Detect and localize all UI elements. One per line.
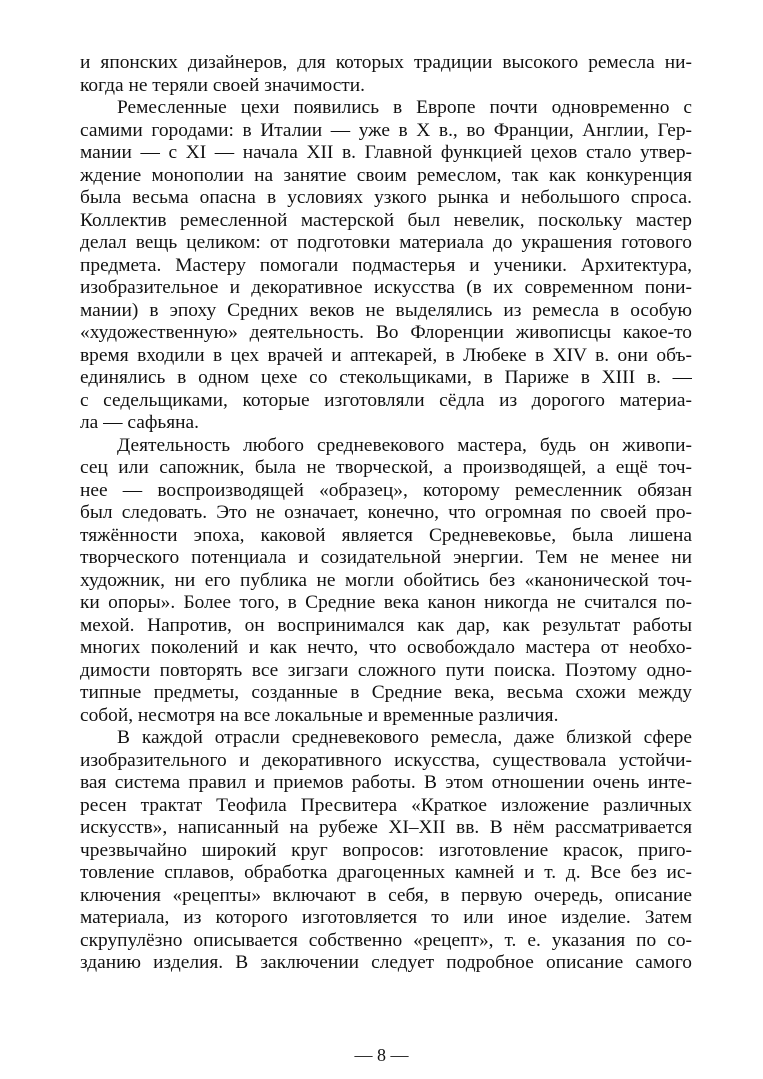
text-line: была весьма опасна в условиях узкого рынка и небольшого спроса. [80,187,692,208]
text-line: чрезвычайно широкий круг вопросов: изготовление красок, приго- [80,839,692,861]
text-line: товление сплавов, обработка драгоценных камней и т. д. Все без ис- [80,862,692,883]
text-line: ла — сафьяна. [80,412,199,433]
text-line: творческого потенциала и созидательной энергии. Тем не менее ни [80,547,692,568]
text-line: изобразительного и декоративного искусства, существовала устойчи- [80,749,692,771]
text-line: Деятельность любого средневекового мастера, будь он живопи- [117,434,692,456]
text-line: Коллектив ремесленной мастерской был невелик, поскольку мастер [80,209,692,231]
text-line: нее — воспроизводящей «образец», которому ремесленник обязан [80,479,692,501]
text-line: тяжённости эпоха, каковой является Средневековье, была лишена [80,524,692,546]
text-line: сец или сапожник, была не творческой, а производящей, а ещё точ- [80,457,692,478]
text-line: «художественную» деятельность. Во Флоренции живописцы какое-то [80,322,692,343]
text-line: материала, из которого изготовляется то или иное изделие. Затем [80,907,692,928]
text-line: мехой. Напротив, он воспринимался как дар, как результат работы [80,614,692,636]
text-line: ключения «рецепты» включают в себя, в первую очередь, описание [80,884,692,906]
text-line: мании — с XI — начала XII в. Главной функцией цехов стало утвер- [80,142,692,163]
paragraph-1 [80,52,692,97]
text-line: скрупулёзно описывается собственно «рецепт», т. е. указания по со- [80,929,692,951]
text-line: время входили в цех врачей и аптекарей, в Любеке в XIV в. они объ- [80,344,692,366]
text-line: димости повторять все зигзаги сложного пути поиска. Поэтому одно- [80,659,692,681]
text-line: типные предметы, созданные в Средние века, весьма схожи между [80,682,692,703]
text-line: В каждой отрасли средневекового ремесла, даже близкой сфере [117,727,692,748]
text-line: делал вещь целиком: от подготовки материала до украшения готового [80,232,692,253]
text-line: ки опоры». Более того, в Средние века канон никогда не считался по- [80,592,692,613]
text-line: когда не теряли своей значимости. [80,74,366,96]
text-line: изобразительное и декоративное искусства (в их современном пони- [80,277,692,298]
paragraph-4 [80,727,692,975]
text-line: собой, несмотря на все локальные и временные различия. [80,704,559,726]
text-line: самими городами: в Италии — уже в X в., во Франции, Англии, Гер- [80,119,692,141]
paragraph-3 [80,435,692,728]
text-line: ждение монополии на занятие своим ремеслом, так как конкуренция [80,164,692,186]
text-line: многих поколений и как нечто, что освобождало мастера от необхо- [80,637,692,658]
text-line: зданию изделия. В заключении следует подробное описание самого [80,952,692,973]
text-line: был следовать. Это не означает, конечно, что огромная по своей про- [80,502,692,523]
text-line: мании) в эпоху Средних веков не выделялись из ремесла в особую [80,299,692,321]
text-line: и японских дизайнеров, для которых традиции высокого ремесла ни- [80,52,692,73]
page-number: — 8 — [354,1045,409,1065]
page-body [80,52,692,975]
text-line: ресен трактат Теофила Пресвитера «Краткое изложение различных [80,794,692,816]
text-line: Ремесленные цехи появились в Европе почти одновременно с [117,97,692,118]
paragraph-2 [80,97,692,435]
text-line: художник, ни его публика не могли обойтись без «канонической точ- [80,569,692,591]
text-line: предмета. Мастеру помогали подмастерья и ученики. Архитектура, [80,254,692,276]
text-line: вая система правил и приемов работы. В этом отношении очень инте- [80,772,692,793]
text-line: искусств», написанный на рубеже XI–XII вв. В нём рассматривается [80,817,692,838]
text-line: единялись в одном цехе со стекольщиками, в Париже в XIII в. — [80,367,692,388]
text-line: с седельщиками, которые изготовляли сёдла из дорогого материа- [80,389,692,411]
